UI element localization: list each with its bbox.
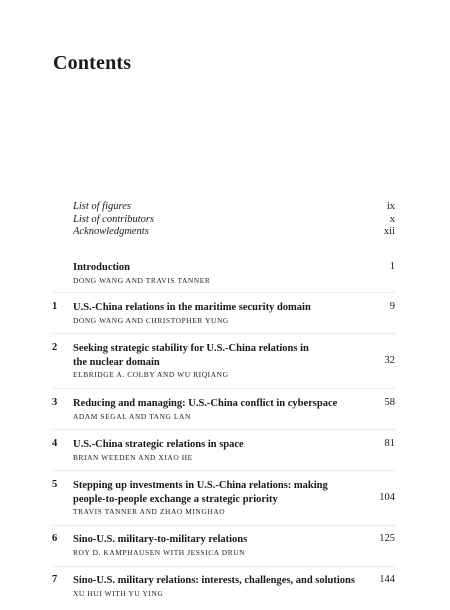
chapter-page-number: 58 — [384, 397, 395, 408]
divider — [52, 388, 395, 389]
chapter-title: Sino-U.S. military relations: interests, challenges, and solutions — [73, 575, 355, 586]
chapter-number: 3 — [52, 397, 58, 408]
chapter-title: Seeking strategic stability for U.S.-China relations in — [73, 343, 309, 354]
chapter-authors: DONG WANG AND CHRISTOPHER YUNG — [73, 315, 229, 325]
chapter-number: 1 — [52, 301, 58, 312]
chapter-page-number: 125 — [379, 533, 395, 544]
divider — [52, 292, 395, 293]
chapter-title: Stepping up investments in U.S.-China relations: making — [73, 480, 328, 491]
toc-prelim-acknowledgments[interactable] — [73, 226, 395, 239]
chapter-page-number: 144 — [379, 574, 395, 585]
divider — [52, 333, 395, 334]
front-matter-list — [73, 201, 395, 239]
prelim-title: Acknowledgments — [73, 226, 149, 237]
divider — [52, 566, 395, 567]
chapter-authors: TRAVIS TANNER AND ZHAO MINGHAO — [73, 507, 226, 516]
toc-entry-chapter-5[interactable] — [52, 479, 395, 518]
chapter-number: 2 — [52, 342, 58, 353]
toc-entry-chapter-3[interactable] — [52, 397, 395, 423]
chapter-title: Sino-U.S. military-to-military relations — [73, 534, 248, 545]
chapter-number: 7 — [52, 574, 58, 585]
toc-entry-chapter-6[interactable] — [52, 533, 395, 559]
toc-entry-chapter-7[interactable] — [52, 574, 395, 600]
divider — [52, 470, 395, 471]
chapter-number: 4 — [52, 438, 58, 449]
divider — [52, 525, 395, 526]
chapter-title: U.S.-China relations in the maritime security domain — [73, 302, 311, 313]
chapter-page-number: 32 — [384, 355, 395, 366]
chapter-authors: ADAM SEGAL AND TANG LAN — [73, 411, 191, 421]
page-title: Contents — [53, 52, 132, 74]
toc-entry-chapter-2[interactable] — [52, 342, 395, 381]
chapter-authors: ROY D. KAMPHAUSEN WITH JESSICA DRUN — [73, 547, 246, 557]
chapter-title: Introduction — [73, 262, 130, 273]
prelim-page-number: ix — [386, 201, 395, 212]
chapter-authors: DONG WANG AND TRAVIS TANNER — [73, 275, 211, 285]
toc-prelim-list-of-contributors[interactable] — [73, 214, 395, 227]
divider — [52, 429, 395, 430]
toc-entry-introduction[interactable] — [52, 261, 395, 287]
chapter-title: U.S.-China strategic relations in space — [73, 439, 244, 450]
chapter-page-number: 1 — [389, 261, 395, 272]
chapter-authors: BRIAN WEEDEN AND XIAO HE — [73, 452, 193, 462]
chapter-number: 5 — [52, 479, 58, 490]
prelim-title: List of figures — [73, 201, 131, 212]
chapter-title-continued: the nuclear domain — [73, 356, 160, 368]
chapter-page-number: 9 — [389, 301, 395, 312]
prelim-title: List of contributors — [73, 213, 155, 225]
chapter-authors: XU HUI WITH YU YING — [73, 588, 164, 598]
toc-entry-chapter-1[interactable] — [52, 301, 395, 327]
chapter-authors: ELBRIDGE A. COLBY AND WU RIQIANG — [73, 370, 229, 379]
prelim-page-number: xii — [383, 226, 395, 237]
chapter-number: 6 — [52, 533, 58, 544]
prelim-page-number: x — [389, 213, 395, 225]
toc-prelim-list-of-figures[interactable] — [73, 201, 395, 214]
chapter-page-number: 81 — [384, 438, 395, 449]
chapter-page-number: 104 — [379, 492, 395, 503]
chapter-title-continued: people-to-people exchange a strategic priority — [73, 493, 278, 505]
chapter-title: Reducing and managing: U.S.-China conflict in cyberspace — [73, 398, 338, 409]
toc-entry-chapter-4[interactable] — [52, 438, 395, 464]
